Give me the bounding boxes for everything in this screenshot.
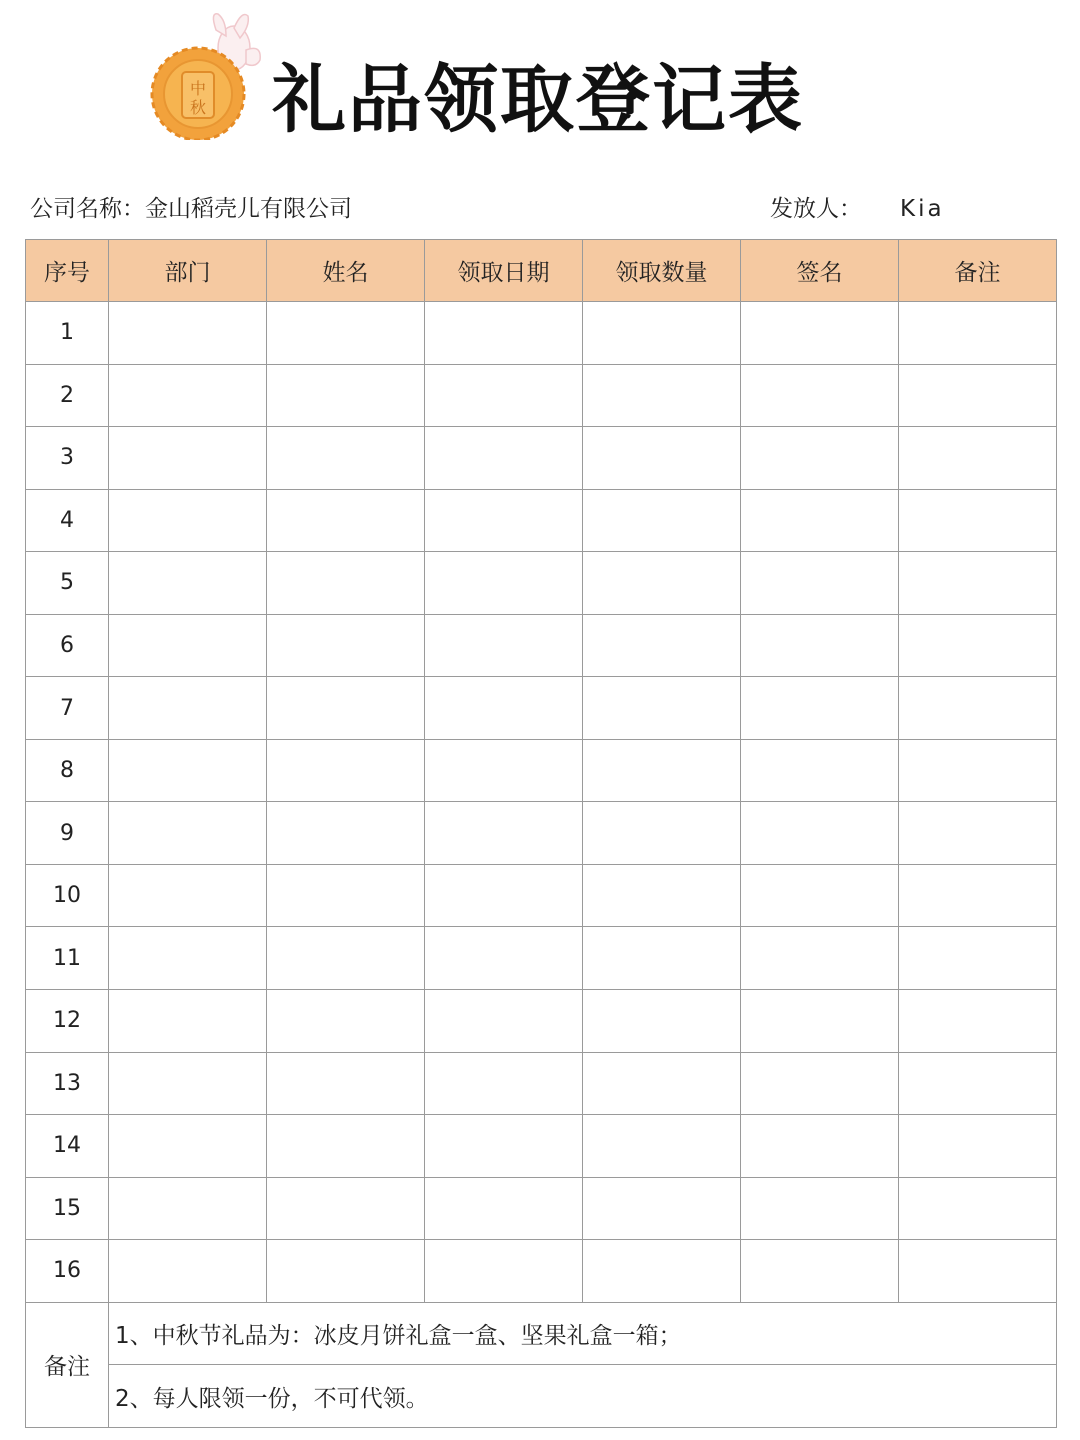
row-index: 10: [26, 864, 109, 927]
cell-name[interactable]: [267, 927, 425, 990]
table-row: [26, 927, 1057, 990]
svg-text:中: 中: [189, 79, 207, 98]
cell-department[interactable]: [109, 1240, 267, 1303]
cell-name[interactable]: [267, 990, 425, 1053]
cell-receive-date[interactable]: [425, 677, 583, 740]
cell-department[interactable]: [109, 802, 267, 865]
row-index: 16: [26, 1240, 109, 1303]
table-row: [26, 802, 1057, 865]
cell-receive-date[interactable]: [425, 990, 583, 1053]
cell-receive-quantity[interactable]: [583, 1115, 741, 1178]
remarks-row: [26, 1365, 1057, 1428]
cell-receive-quantity[interactable]: [583, 1240, 741, 1303]
cell-department[interactable]: [109, 1115, 267, 1178]
cell-receive-quantity[interactable]: [583, 489, 741, 552]
table-row: [26, 1052, 1057, 1115]
company-info: [30, 192, 352, 226]
row-index: 9: [26, 802, 109, 865]
cell-signature[interactable]: [741, 802, 899, 865]
row-index: 4: [26, 489, 109, 552]
table-row: [26, 990, 1057, 1053]
cell-remarks[interactable]: [899, 552, 1057, 615]
cell-receive-quantity[interactable]: [583, 1177, 741, 1240]
cell-department[interactable]: [109, 489, 267, 552]
cell-remarks[interactable]: [899, 927, 1057, 990]
table-row: [26, 302, 1057, 365]
cell-department[interactable]: [109, 1052, 267, 1115]
cell-department[interactable]: [109, 739, 267, 802]
cell-receive-date[interactable]: [425, 1177, 583, 1240]
registration-table: [25, 239, 1057, 1428]
cell-receive-quantity[interactable]: [583, 364, 741, 427]
remark-line-1: 1、中秋节礼品为：冰皮月饼礼盒一盒、坚果礼盒一箱；: [109, 1302, 1057, 1365]
cell-receive-quantity[interactable]: [583, 614, 741, 677]
cell-remarks[interactable]: [899, 1115, 1057, 1178]
cell-receive-quantity[interactable]: [583, 302, 741, 365]
cell-signature[interactable]: [741, 1240, 899, 1303]
cell-remarks[interactable]: [899, 302, 1057, 365]
cell-signature[interactable]: [741, 927, 899, 990]
cell-remarks[interactable]: [899, 990, 1057, 1053]
row-index: 7: [26, 677, 109, 740]
cell-name[interactable]: [267, 427, 425, 490]
cell-signature[interactable]: [741, 1177, 899, 1240]
issuer-info: [770, 192, 945, 226]
row-index: 3: [26, 427, 109, 490]
cell-remarks[interactable]: [899, 1052, 1057, 1115]
cell-signature[interactable]: [741, 739, 899, 802]
cell-receive-quantity[interactable]: [583, 1052, 741, 1115]
header-index: 序号: [26, 240, 109, 302]
row-index: 2: [26, 364, 109, 427]
cell-name[interactable]: [267, 677, 425, 740]
table-row: [26, 364, 1057, 427]
cell-name[interactable]: [267, 364, 425, 427]
cell-remarks[interactable]: [899, 677, 1057, 740]
cell-signature[interactable]: [741, 1115, 899, 1178]
cell-department[interactable]: [109, 364, 267, 427]
cell-name[interactable]: [267, 1052, 425, 1115]
cell-receive-quantity[interactable]: [583, 927, 741, 990]
issuer-label: 发放人：: [770, 196, 862, 222]
cell-name[interactable]: [267, 302, 425, 365]
header-receive-date: 领取日期: [425, 240, 583, 302]
row-index: 13: [26, 1052, 109, 1115]
cell-signature[interactable]: [741, 990, 899, 1053]
cell-receive-date[interactable]: [425, 802, 583, 865]
row-index: 8: [26, 739, 109, 802]
row-index: 15: [26, 1177, 109, 1240]
cell-remarks[interactable]: [899, 427, 1057, 490]
cell-name[interactable]: [267, 1115, 425, 1178]
cell-receive-quantity[interactable]: [583, 739, 741, 802]
cell-name[interactable]: [267, 614, 425, 677]
table-row: [26, 427, 1057, 490]
table-row: [26, 1177, 1057, 1240]
cell-remarks[interactable]: [899, 1177, 1057, 1240]
remarks-row: [26, 1302, 1057, 1365]
cell-department[interactable]: [109, 927, 267, 990]
cell-department[interactable]: [109, 614, 267, 677]
cell-receive-date[interactable]: [425, 1115, 583, 1178]
cell-receive-date[interactable]: [425, 927, 583, 990]
svg-text:秋: 秋: [189, 98, 207, 117]
cell-department[interactable]: [109, 302, 267, 365]
cell-name[interactable]: [267, 1177, 425, 1240]
table-row: [26, 864, 1057, 927]
cell-remarks[interactable]: [899, 802, 1057, 865]
cell-receive-quantity[interactable]: [583, 677, 741, 740]
cell-receive-date[interactable]: [425, 864, 583, 927]
table-row: [26, 614, 1057, 677]
company-label: 公司名称：: [30, 196, 145, 222]
cell-signature[interactable]: [741, 677, 899, 740]
cell-receive-date[interactable]: [425, 552, 583, 615]
cell-remarks[interactable]: [899, 614, 1057, 677]
header-department: 部门: [109, 240, 267, 302]
cell-receive-quantity[interactable]: [583, 990, 741, 1053]
company-name: 金山稻壳儿有限公司: [145, 196, 352, 222]
cell-department[interactable]: [109, 864, 267, 927]
cell-name[interactable]: [267, 802, 425, 865]
issuer-name: Kia: [900, 196, 945, 222]
cell-signature[interactable]: [741, 364, 899, 427]
header-signature: 签名: [741, 240, 899, 302]
cell-signature[interactable]: [741, 614, 899, 677]
cell-name[interactable]: [267, 864, 425, 927]
cell-receive-date[interactable]: [425, 1240, 583, 1303]
remark-line-2: 2、每人限领一份，不可代领。: [109, 1365, 1057, 1428]
header-receive-quantity: 领取数量: [583, 240, 741, 302]
header-name: 姓名: [267, 240, 425, 302]
row-index: 1: [26, 302, 109, 365]
row-index: 14: [26, 1115, 109, 1178]
cell-department[interactable]: [109, 990, 267, 1053]
cell-remarks[interactable]: [899, 739, 1057, 802]
cell-name[interactable]: [267, 1240, 425, 1303]
table-row: [26, 552, 1057, 615]
cell-signature[interactable]: [741, 864, 899, 927]
cell-name[interactable]: [267, 739, 425, 802]
remarks-label: 备注: [26, 1302, 109, 1427]
cell-name[interactable]: [267, 489, 425, 552]
cell-receive-quantity[interactable]: [583, 552, 741, 615]
row-index: 11: [26, 927, 109, 990]
cell-signature[interactable]: [741, 1052, 899, 1115]
row-index: 12: [26, 990, 109, 1053]
cell-receive-date[interactable]: [425, 427, 583, 490]
cell-receive-quantity[interactable]: [583, 864, 741, 927]
cell-signature[interactable]: [741, 489, 899, 552]
table-row: [26, 677, 1057, 740]
cell-remarks[interactable]: [899, 364, 1057, 427]
page-title: 礼品领取登记表: [272, 57, 804, 143]
cell-department[interactable]: [109, 677, 267, 740]
cell-receive-date[interactable]: [425, 614, 583, 677]
cell-name[interactable]: [267, 552, 425, 615]
cell-remarks[interactable]: [899, 864, 1057, 927]
cell-signature[interactable]: [741, 427, 899, 490]
cell-receive-date[interactable]: [425, 739, 583, 802]
cell-receive-date[interactable]: [425, 1052, 583, 1115]
table-header-row: [26, 240, 1057, 302]
table-body: [26, 302, 1057, 1428]
cell-signature[interactable]: [741, 552, 899, 615]
row-index: 5: [26, 552, 109, 615]
table-row: [26, 1240, 1057, 1303]
table-row: [26, 739, 1057, 802]
cell-receive-date[interactable]: [425, 489, 583, 552]
table-row: [26, 1115, 1057, 1178]
cell-receive-date[interactable]: [425, 364, 583, 427]
cell-receive-quantity[interactable]: [583, 802, 741, 865]
cell-department[interactable]: [109, 552, 267, 615]
document-header: [0, 0, 1080, 170]
table-row: [26, 489, 1057, 552]
cell-receive-date[interactable]: [425, 302, 583, 365]
header-remarks: 备注: [899, 240, 1057, 302]
mooncake-rabbit-icon: [146, 10, 268, 140]
cell-receive-quantity[interactable]: [583, 427, 741, 490]
row-index: 6: [26, 614, 109, 677]
cell-department[interactable]: [109, 427, 267, 490]
cell-remarks[interactable]: [899, 1240, 1057, 1303]
cell-signature[interactable]: [741, 302, 899, 365]
cell-remarks[interactable]: [899, 489, 1057, 552]
cell-department[interactable]: [109, 1177, 267, 1240]
